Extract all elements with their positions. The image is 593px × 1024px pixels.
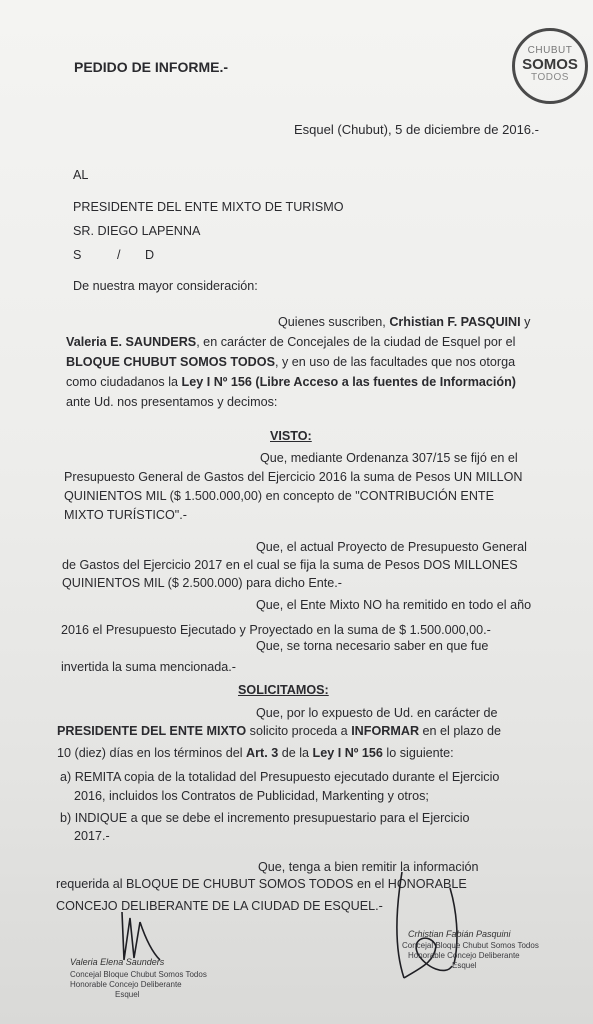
bloque-name: BLOQUE CHUBUT SOMOS TODOS bbox=[66, 355, 275, 369]
signature-right-line-2: Honorable Concejo Deliberante bbox=[408, 951, 520, 960]
solicitamos-bold: Art. 3 bbox=[246, 746, 279, 760]
solicitamos-line-3 bbox=[57, 745, 454, 761]
logo-line1: CHUBUT bbox=[527, 45, 573, 56]
recipient-slash: / bbox=[117, 248, 121, 262]
solicitamos-heading: SOLICITAMOS: bbox=[238, 683, 329, 697]
signature-left-line-3: Esquel bbox=[115, 990, 140, 999]
intro-text: , en carácter de Concejales de la ciudad de Esquel por el bbox=[196, 335, 516, 349]
solicitamos-text: solicito proceda a bbox=[246, 724, 352, 738]
signer-name-pasquini: Crhistian F. PASQUINI bbox=[389, 315, 521, 329]
intro-line-3 bbox=[66, 354, 515, 370]
visto-p2-line: QUINIENTOS MIL ($ 2.500.000) para dicho Ente.- bbox=[62, 576, 342, 590]
signature-right-line-1: Concejal Bloque Chubut Somos Todos bbox=[402, 941, 539, 950]
document-date: Esquel (Chubut), 5 de diciembre de 2016.- bbox=[294, 122, 539, 137]
intro-line-4 bbox=[66, 374, 516, 390]
solicitamos-text: lo siguiente: bbox=[382, 746, 454, 760]
recipient-position: PRESIDENTE DEL ENTE MIXTO DE TURISMO bbox=[73, 200, 344, 214]
closing-line: requerida al BLOQUE DE CHUBUT SOMOS TODOS en el HONORABLE bbox=[56, 877, 467, 891]
logo-line2: SOMOS bbox=[522, 56, 578, 73]
intro-text: Quienes suscriben, bbox=[278, 315, 390, 329]
signer-name-saunders: Valeria E. SAUNDERS bbox=[66, 335, 197, 349]
solicitamos-line-1: Que, por lo expuesto de Ud. en carácter de bbox=[256, 706, 498, 720]
solicitamos-text: 10 (diez) días en los términos del bbox=[57, 746, 246, 760]
greeting: De nuestra mayor consideración: bbox=[73, 279, 258, 293]
visto-p3-line: Que, el Ente Mixto NO ha remitido en todo el año bbox=[256, 598, 532, 612]
intro-line-2 bbox=[66, 334, 515, 350]
visto-p1-line: QUINIENTOS MIL ($ 1.500.000,00) en concepto de "CONTRIBUCIÓN ENTE bbox=[64, 489, 495, 503]
visto-p2-line: Que, el actual Proyecto de Presupuesto General bbox=[256, 540, 527, 554]
closing-line: Que, tenga a bien remitir la información bbox=[258, 860, 479, 874]
recipient-name: SR. DIEGO LAPENNA bbox=[73, 224, 201, 238]
logo-line3: TODOS bbox=[531, 72, 569, 83]
request-item-a-line-2: 2016, incluidos los Contratos de Publicidad, Markenting y otros; bbox=[74, 789, 429, 803]
intro-line-5: ante Ud. nos presentamos y decimos: bbox=[66, 395, 278, 409]
document-title: PEDIDO DE INFORME.- bbox=[74, 59, 229, 75]
request-item-b-line-1: b) INDIQUE a que se debe el incremento presupuestario para el Ejercicio bbox=[60, 811, 470, 825]
chubut-somos-todos-logo bbox=[512, 28, 588, 104]
signature-left-line-1: Concejal Bloque Chubut Somos Todos bbox=[70, 970, 207, 979]
visto-p1-line: MIXTO TURÍSTICO".- bbox=[64, 508, 187, 522]
solicitamos-text: de la bbox=[278, 746, 313, 760]
signature-left-line-2: Honorable Concejo Deliberante bbox=[70, 980, 182, 989]
intro-text: , y en uso de las facultades que nos otorga bbox=[274, 355, 516, 369]
solicitamos-text: en el plazo de bbox=[419, 724, 501, 738]
signature-right-name: Crhistian Fabián Pasquini bbox=[408, 929, 511, 939]
recipient-s: S bbox=[73, 248, 82, 262]
solicitamos-line-2 bbox=[57, 723, 501, 739]
recipient-al: AL bbox=[73, 168, 89, 182]
visto-p2-line: de Gastos del Ejercicio 2017 en el cual se fija la suma de Pesos DOS MILLONES bbox=[62, 558, 518, 572]
visto-p1-line: Presupuesto General de Gastos del Ejercicio 2016 la suma de Pesos UN MILLON bbox=[64, 470, 523, 484]
visto-p4-line: invertida la suma mencionada.- bbox=[61, 660, 237, 674]
request-item-b-line-2: 2017.- bbox=[74, 829, 110, 843]
handwritten-signature-right bbox=[390, 868, 500, 988]
intro-line-1 bbox=[278, 314, 530, 330]
closing-line: CONCEJO DELIBERANTE DE LA CIUDAD DE ESQUEL.- bbox=[56, 899, 383, 913]
solicitamos-bold: Ley I Nº 156 bbox=[312, 746, 383, 760]
visto-p3-line: 2016 el Presupuesto Ejecutado y Proyectado en la suma de $ 1.500.000,00.- bbox=[61, 623, 491, 637]
signature-left-name: Valeria Elena Saunders bbox=[70, 957, 165, 967]
recipient-d: D bbox=[145, 248, 155, 262]
intro-text: como ciudadanos la bbox=[66, 375, 182, 389]
visto-heading: VISTO: bbox=[270, 429, 312, 443]
solicitamos-bold: PRESIDENTE DEL ENTE MIXTO bbox=[57, 724, 247, 738]
visto-p1-line: Que, mediante Ordenanza 307/15 se fijó en el bbox=[260, 451, 518, 465]
signature-right-line-3: Esquel bbox=[452, 961, 477, 970]
law-reference: Ley I Nº 156 (Libre Acceso a las fuentes de Información) bbox=[181, 375, 516, 389]
solicitamos-bold: INFORMAR bbox=[351, 724, 420, 738]
visto-p4-line: Que, se torna necesario saber en que fue bbox=[256, 639, 489, 653]
intro-text: y bbox=[520, 315, 531, 329]
request-item-a-line-1: a) REMITA copia de la totalidad del Presupuesto ejecutado durante el Ejercicio bbox=[60, 770, 500, 784]
